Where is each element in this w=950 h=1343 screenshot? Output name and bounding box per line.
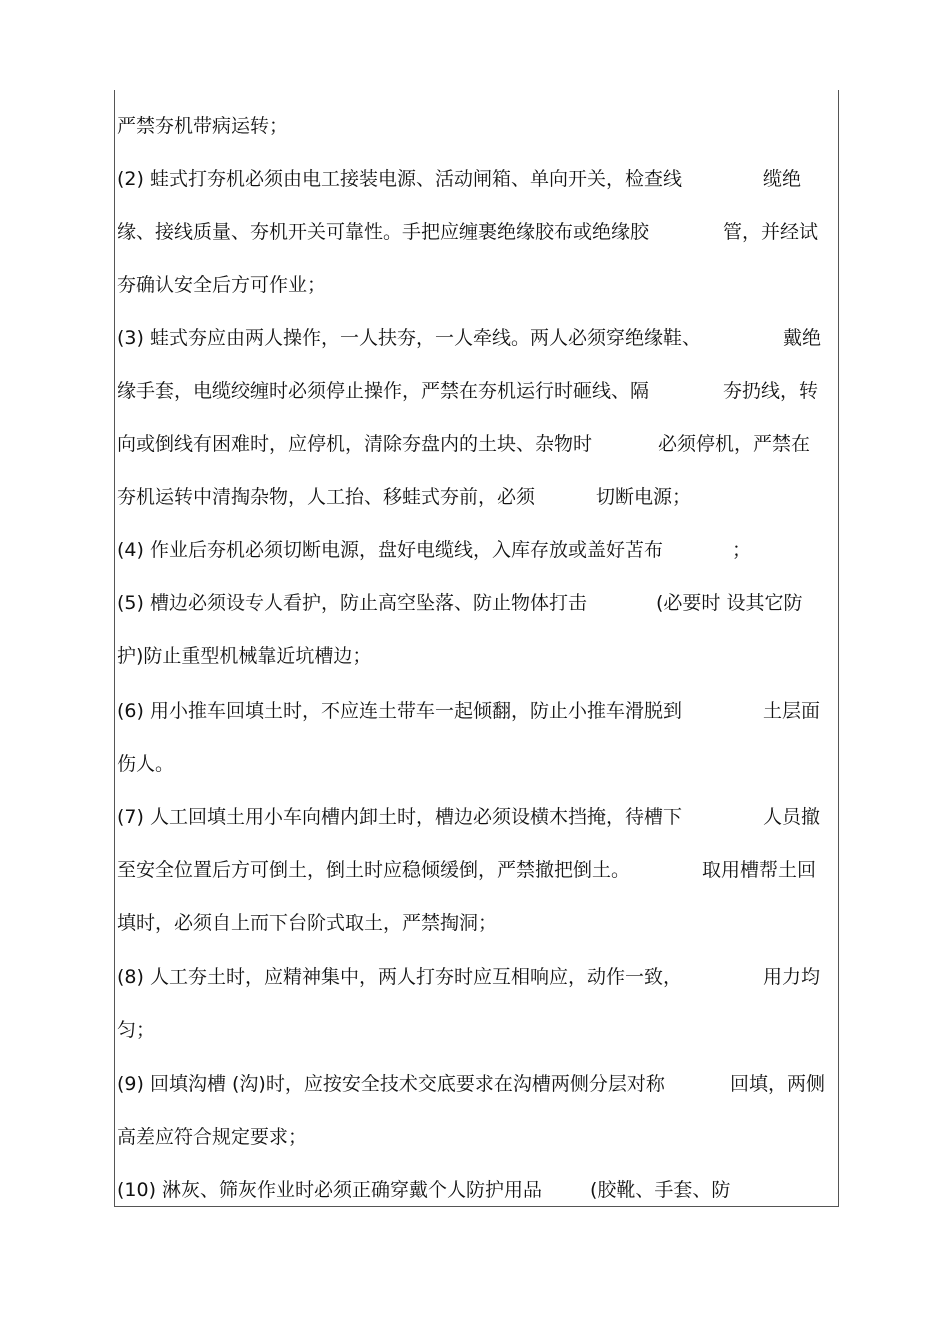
text-segment: 夯机运转中清掏杂物，人工抬、移蛙式夯前，必须 (117, 486, 536, 508)
text-segment: 夯扔线，转 (723, 380, 819, 402)
text-segment: (2) 蛙式打夯机必须由电工接装电源、活动闸箱、单向开关，检查线 (117, 168, 682, 190)
text-segment: 匀； (117, 1019, 156, 1041)
text-line (115, 802, 838, 832)
text-line (115, 696, 838, 726)
text-line (115, 111, 838, 141)
text-line (115, 1069, 838, 1099)
text-segment: 戴绝 (783, 327, 822, 349)
text-segment: 护)防止重型机械靠近坑槽边； (117, 645, 372, 667)
text-segment: (4) 作业后夯机必须切断电源，盘好电缆线，入库存放或盖好苫布 (117, 539, 663, 561)
text-segment: (必要时 设其它防 (656, 592, 803, 614)
text-segment: 用力均 (763, 966, 821, 988)
text-segment: (6) 用小推车回填土时，不应连土带车一起倾翻，防止小推车滑脱到 (117, 700, 682, 722)
text-segment: 高差应符合规定要求； (117, 1126, 308, 1148)
text-segment: 缆绝 (763, 168, 802, 190)
text-segment: 缘手套，电缆绞缠时必须停止操作，严禁在夯机运行时砸线、隔 (117, 380, 650, 402)
text-segment: 严禁夯机带病运转； (117, 115, 289, 137)
text-line (115, 482, 838, 512)
text-line (115, 588, 838, 618)
text-line (115, 749, 838, 779)
text-segment: 缘、接线质量、夯机开关可靠性。手把应缠裹绝缘胶布或绝缘胶 (117, 221, 650, 243)
text-segment: (8) 人工夯土时，应精神集中，两人打夯时应互相响应，动作一致， (117, 966, 682, 988)
text-segment: 必须停机，严禁在 (658, 433, 811, 455)
text-line (115, 270, 838, 300)
text-segment: 填时，必须自上而下台阶式取土，严禁掏洞； (117, 912, 498, 934)
text-segment: (3) 蛙式夯应由两人操作，一人扶夯，一人牵线。两人必须穿绝缘鞋、 (117, 327, 701, 349)
text-line (115, 962, 838, 992)
text-line (115, 535, 838, 565)
text-segment: 伤人。 (117, 753, 175, 775)
text-segment: 切断电源； (596, 486, 692, 508)
text-line (115, 1015, 838, 1045)
text-line (115, 217, 838, 247)
text-line (115, 855, 838, 885)
text-line (115, 376, 838, 406)
text-line (115, 641, 838, 671)
text-line (115, 429, 838, 459)
text-segment: 管，并经试 (723, 221, 819, 243)
text-line (115, 1122, 838, 1152)
text-segment: 至安全位置后方可倒土，倒土时应稳倾缓倒，严禁撤把倒土。 (117, 859, 631, 881)
text-segment: 土层面 (763, 700, 821, 722)
document-frame (114, 90, 839, 1207)
text-segment: 夯确认安全后方可作业； (117, 274, 327, 296)
text-segment: ； (732, 539, 752, 561)
text-segment: 回填，两侧 (730, 1073, 826, 1095)
text-segment: 向或倒线有困难时，应停机，清除夯盘内的土块、杂物时 (117, 433, 593, 455)
text-segment: 取用槽帮土回 (702, 859, 817, 881)
text-segment: 人员撤 (763, 806, 821, 828)
text-line (115, 908, 838, 938)
text-line (115, 323, 838, 353)
text-segment: (5) 槽边必须设专人看护，防止高空坠落、防止物体打击 (117, 592, 587, 614)
text-segment: (7) 人工回填土用小车向槽内卸土时，槽边必须设横木挡掩，待槽下 (117, 806, 682, 828)
text-line (115, 1175, 838, 1205)
text-segment: (10) 淋灰、筛灰作业时必须正确穿戴个人防护用品 (117, 1179, 543, 1201)
text-segment: (9) 回填沟槽 (沟)时，应按安全技术交底要求在沟槽两侧分层对称 (117, 1073, 665, 1095)
text-line (115, 164, 838, 194)
text-segment: (胶靴、手套、防 (590, 1179, 731, 1201)
